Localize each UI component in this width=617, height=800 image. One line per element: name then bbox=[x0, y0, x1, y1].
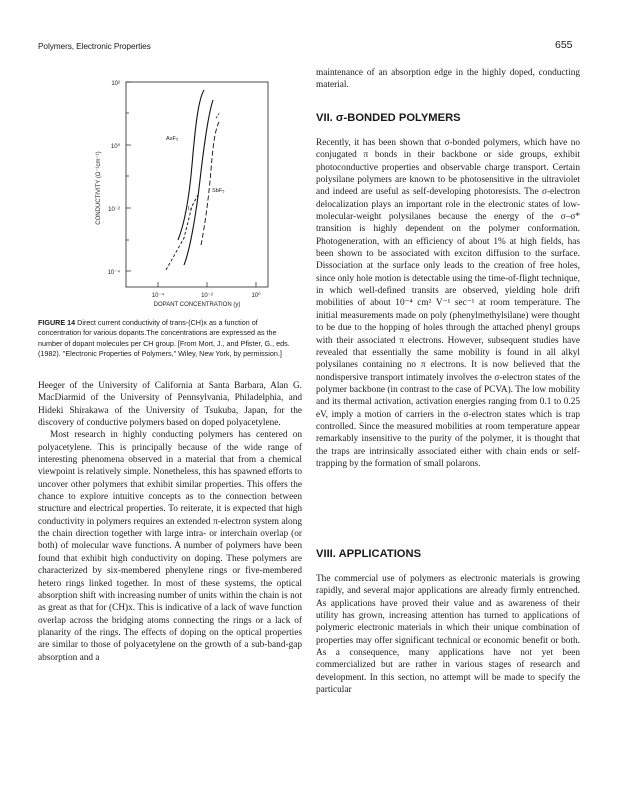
sbf5-curve-high bbox=[201, 122, 219, 245]
y-tick-label: 10² bbox=[111, 81, 120, 87]
caption-text: Direct current conductivity of trans-(CH)x as a function of concentration for various dopants.The concentrations are expressed as the number of dopant molecules per CH group. [From Mort, J., and Pfister, G., eds. (1982). "Electronic Properties of Polymers," Wiley, New York, by permission.] bbox=[38, 318, 290, 358]
y-axis-title: CONDUCTIVITY (Ω⁻¹cm⁻¹) bbox=[96, 151, 102, 225]
y-tick-label: 10⁻⁴ bbox=[107, 270, 120, 276]
figure-caption bbox=[38, 318, 300, 359]
x-tick-label: 10⁻² bbox=[201, 293, 213, 299]
plot-frame bbox=[126, 82, 268, 287]
sbf5-curve-low bbox=[166, 195, 198, 270]
right-column-continuation bbox=[316, 67, 580, 92]
curve-label-i2: I₂ bbox=[188, 206, 192, 212]
curve-label-sbf5: SbF₅ bbox=[212, 188, 225, 194]
section-heading: VIII. APPLICATIONS bbox=[316, 548, 422, 560]
figure-14-plot bbox=[38, 60, 298, 310]
left-column bbox=[38, 380, 302, 664]
y-tick-label: 10⁰ bbox=[110, 144, 120, 150]
section-heading: VII. σ-BONDED POLYMERS bbox=[316, 112, 461, 124]
i2-curve bbox=[184, 100, 213, 265]
paragraph: Recently, it has been shown that σ-bonded polymers, which have no conjugated π bonds in their backbone or side groups, exhibit photoconductive properties and observable charge transport. Certain polysilane polymers are known to be photosensitive in the ultraviolet and indeed are useful as self-developing photoresists. The σ-electron delocalization plays an important role in the electronic states of low-molecular-weight polysilanes because the energy of the σ–σ* transition is highly dependent on the polymer conformation. Photogeneration, with an efficiency of about 1% at high fields, has been shown to be associated with exciton diffusion to the surface. Dissociation at the surface only leads to the creation of free holes, since only hole motion is detectable using the time-of-flight technique, in which well-defined transits are observed, yielding hole drift mobilities of about 10⁻⁴ cm² V⁻¹ sec⁻¹ at room temperature. The initial measurements made on poly (phenylmethylsilane) were thought to be due to the hopping of holes through the attached phenyl groups with their associated π electrons. However, subsequent studies have revealed that essentially the same mobility is found in all alkyl polysilanes containing no π electrons. It is now believed that the nondispersive transport intimately involves the σ-electron states of the polymer backbone (in contrast to the case of PCVA). The low mobility and its thermal activation, activation energies ranging from 0.1 to 0.25 eV, imply a motion of carriers in the σ-electron states which is trap controlled. Since the measured mobilities at room temperature appear remarkably insensitive to the purity of the polymer, it is thought that the traps are intrinsically associated either with chain ends or self-trapping by the formation of small polarons. bbox=[316, 138, 580, 469]
section-8-body bbox=[316, 573, 580, 696]
conductivity-plot bbox=[38, 60, 298, 310]
x-axis-title: DOPANT CONCENTRATION (y) bbox=[153, 302, 241, 308]
page-number: 655 bbox=[555, 39, 573, 51]
paragraph: The commercial use of polymers as electronic materials is growing rapidly, and several major applications are already firmly entrenched. As applications have proved their value and as awareness of their utility has grown, increasing attention has turned to applications of polymeric electronic materials in which their unique combination of properties may offer significant technical or economic benefit or both. As a consequence, many applications have not yet been commercialized but are rather in various stages of research and development. In this section, no attempt will be made to specify the particular bbox=[316, 574, 580, 696]
paragraph: Most research in highly conducting polymers has centered on polyacetylene. This is principally because of the wide range of interesting phenomena observed in a material that from a chemical viewpoint is relatively simple. Nonetheless, this has spawned efforts to uncover other polymers that exhibit similar properties. This offers the chance to explore intuitive concepts as to the connection between structure and electrical properties. To reiterate, it is expected that high conductivity in polymers requires an extended π-electron system along the chain direction together with large intra- or interchain overlap (or both) of molecular wave functions. A number of polymers have been found that exhibit high conductivity on doping. These polymers are characterized by six-membered phenylene rings or five-membered hetero rings linked together. In most of these systems, the optical absorption shift with increasing number of units within the chain is not as great as that for (CH)x. This is indicative of a lack of wave function overlap across the bridging atoms connecting the rings or a lack of planarity of the rings. The effects of doping on the optical properties are similar to those of polyacetylene on the growth of a sub-band-gap absorption and a bbox=[38, 430, 302, 663]
caption-label: FIGURE 14 bbox=[38, 318, 76, 327]
curve-label-asf5: AsF₅ bbox=[166, 136, 179, 142]
running-title: Polymers, Electronic Properties bbox=[38, 41, 151, 51]
x-tick-label: 10⁻⁴ bbox=[151, 293, 165, 299]
x-tick-label: 10⁰ bbox=[251, 293, 261, 299]
y-tick-label: 10⁻² bbox=[108, 207, 120, 213]
paragraph: maintenance of an absorption edge in the highly doped, conducting material. bbox=[316, 68, 580, 91]
section-7-body bbox=[316, 137, 580, 470]
paragraph: Heeger of the University of California at Santa Barbara, Alan G. MacDiarmid of the University of Pennsylvania, Philadelphia, and Hideki Shirakawa of the University of Tsukuba, Japan, for the discovery of conductive polymers based on doped polyacetylene. bbox=[38, 381, 302, 429]
asf5-curve bbox=[178, 90, 204, 240]
